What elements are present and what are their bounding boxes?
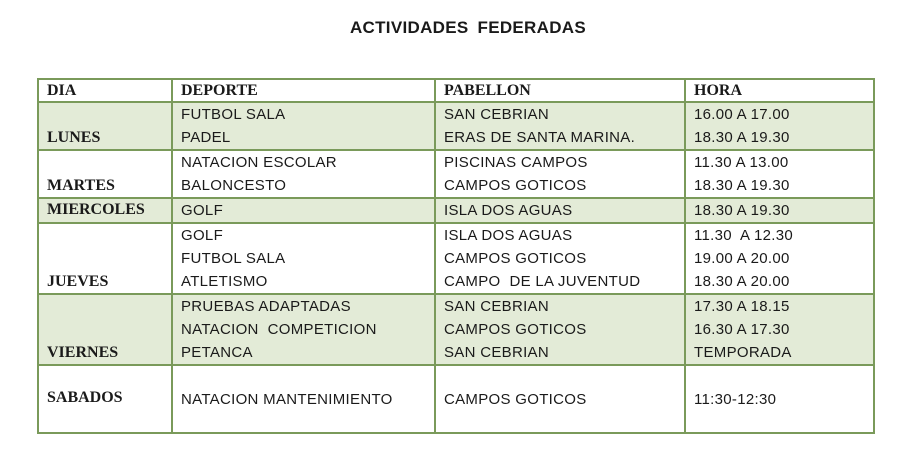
time-cell [685,365,874,433]
header-deporte: DEPORTE [172,79,435,102]
day-cell: SABADOS [38,365,172,433]
venue-cell [435,294,685,365]
sport-item: BALONCESTO [181,177,287,194]
sport-cell [172,102,435,150]
venue-item: PISCINAS CAMPOS [444,154,588,171]
venue-cell [435,198,685,223]
table-header-row [38,79,874,102]
venue-item: CAMPOS GOTICOS [444,321,587,338]
venue-cell [435,150,685,198]
sport-item: ATLETISMO [181,273,268,290]
sport-item: GOLF [181,227,224,244]
venue-item: CAMPO DE LA JUVENTUD [444,273,641,290]
time-item: 18.30 A 19.30 [694,202,790,219]
time-item: 18.30 A 19.30 [694,129,790,146]
time-item: 11.30 A 13.00 [694,154,789,171]
table-row [38,150,874,198]
time-item: 16.00 A 17.00 [694,106,790,123]
sport-item: NATACION COMPETICION [181,321,377,338]
page-title: ACTIVIDADES FEDERADAS [349,18,587,37]
day-cell: JUEVES [38,223,172,294]
sport-cell [172,365,435,433]
venue-item: ERAS DE SANTA MARINA. [444,129,636,146]
time-cell [685,294,874,365]
activities-table [37,78,875,434]
time-item: 17.30 A 18.15 [694,298,790,315]
sport-cell [172,294,435,365]
sport-item: GOLF [181,202,224,219]
time-cell [685,150,874,198]
sport-cell [172,150,435,198]
sport-cell [172,198,435,223]
day-cell: LUNES [38,102,172,150]
table-row [38,102,874,150]
time-cell [685,198,874,223]
venue-item: ISLA DOS AGUAS [444,202,573,219]
sport-cell [172,223,435,294]
time-item: 18.30 A 19.30 [694,177,790,194]
header-hora: HORA [685,79,874,102]
venue-item: CAMPOS GOTICOS [444,177,587,194]
time-item: 11.30 A 12.30 [694,227,794,244]
venue-item: SAN CEBRIAN [444,298,549,315]
day-cell: MARTES [38,150,172,198]
table-row [38,198,874,223]
day-cell: VIERNES [38,294,172,365]
time-cell [685,102,874,150]
time-item: 19.00 A 20.00 [694,250,790,267]
time-cell [685,223,874,294]
venue-item: CAMPOS GOTICOS [444,390,587,408]
time-item: 16.30 A 17.30 [694,321,790,338]
sport-item: NATACION ESCOLAR [181,154,337,171]
venue-cell [435,223,685,294]
header-dia: DIA [38,79,172,102]
venue-item: CAMPOS GOTICOS [444,250,587,267]
venue-item: SAN CEBRIAN [444,106,549,123]
venue-item: SAN CEBRIAN [444,344,549,361]
header-pabellon: PABELLON [435,79,685,102]
sport-item: PETANCA [181,344,253,361]
table-row [38,294,874,365]
day-cell: MIERCOLES [38,198,172,223]
table-row [38,365,874,433]
time-item: TEMPORADA [694,344,792,361]
time-item: 11:30-12:30 [694,390,777,408]
venue-item: ISLA DOS AGUAS [444,227,573,244]
sport-item: PADEL [181,129,231,146]
venue-cell [435,102,685,150]
sport-item: PRUEBAS ADAPTADAS [181,298,351,315]
time-item: 18.30 A 20.00 [694,273,790,290]
sport-item: FUTBOL SALA [181,250,286,267]
table-row [38,223,874,294]
sport-item: NATACION MANTENIMIENTO [181,390,393,408]
sport-item: FUTBOL SALA [181,106,286,123]
venue-cell [435,365,685,433]
